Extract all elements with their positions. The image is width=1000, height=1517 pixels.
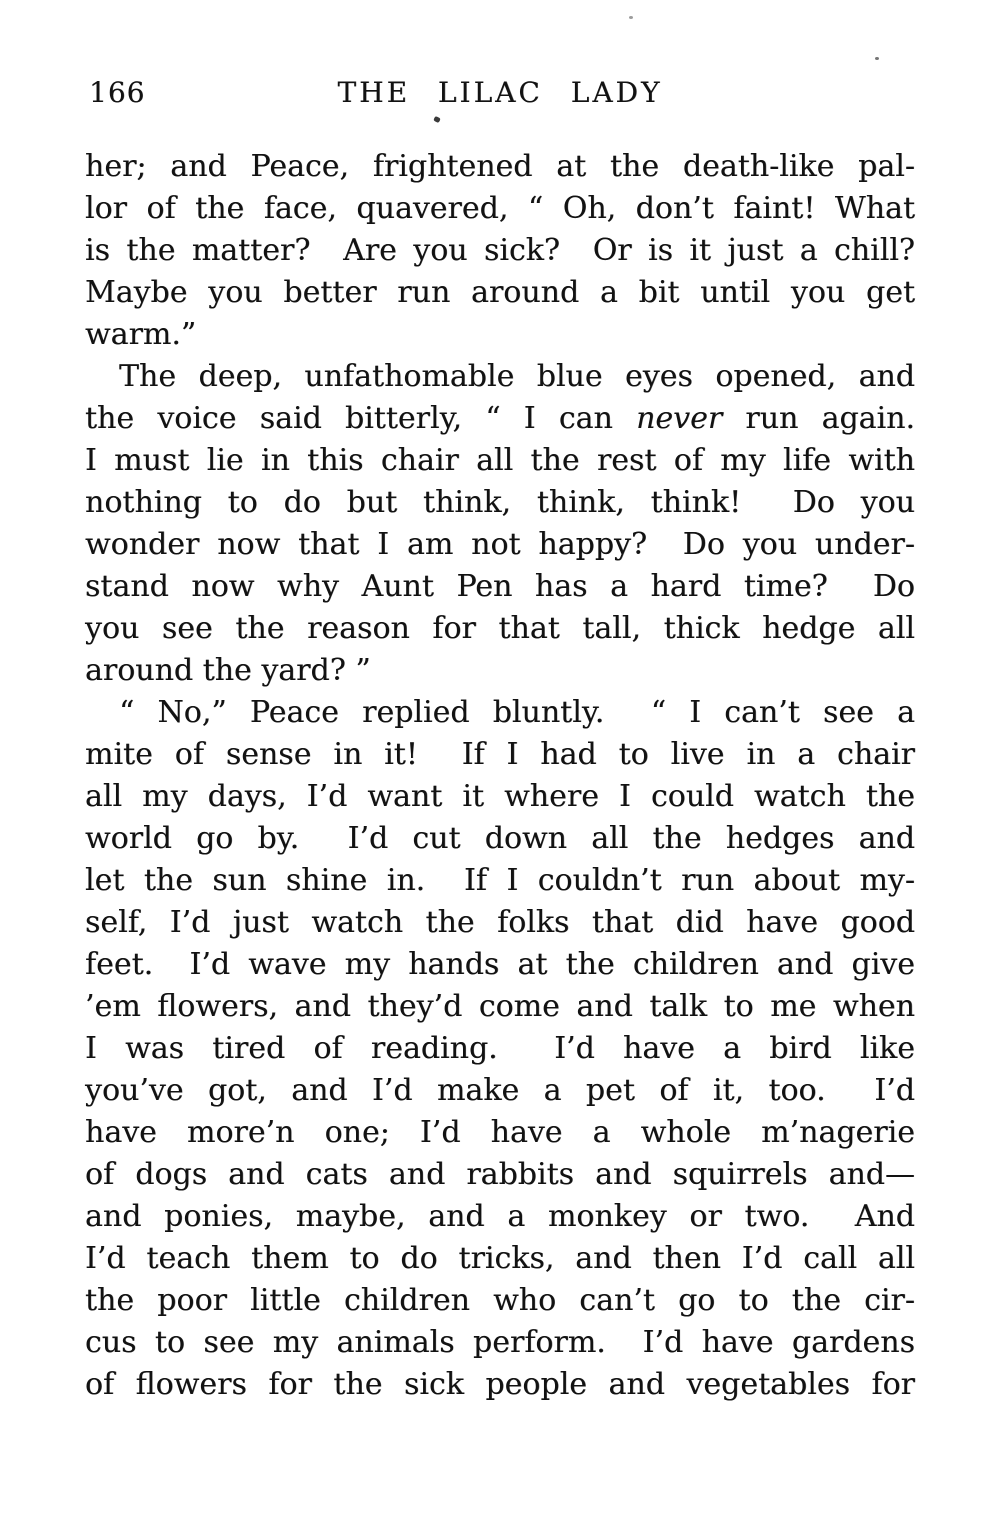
running-title: THE LILAC LADY	[337, 76, 663, 109]
text-line	[85, 524, 915, 566]
text-line	[85, 440, 915, 482]
text-line	[85, 734, 915, 776]
text-line	[85, 482, 915, 524]
text-line	[85, 1154, 915, 1196]
text-segment: I was tired of reading. I’d have a bird like	[85, 1031, 915, 1066]
text-line	[85, 944, 915, 986]
text-line	[85, 1196, 915, 1238]
text-segment: world go by. I’d cut down all the hedges and	[85, 821, 915, 856]
text-segment: I’d teach them to do tricks, and then I’d call all	[85, 1241, 915, 1276]
running-header	[85, 76, 915, 112]
text-segment: self, I’d just watch the folks that did have good	[85, 905, 915, 940]
text-segment: and ponies, maybe, and a monkey or two. And	[85, 1199, 915, 1234]
text-segment: run again.	[722, 401, 915, 436]
text-segment: let the sun shine in. If I couldn’t run about my-	[85, 863, 915, 898]
text-line	[85, 608, 915, 650]
text-line	[85, 272, 915, 314]
text-segment: is the matter? Are you sick? Or is it just a chill?	[85, 233, 915, 268]
text-line	[85, 1322, 915, 1364]
text-segment: nothing to do but think, think, think! Do you	[85, 485, 915, 520]
text-segment: stand now why Aunt Pen has a hard time? Do	[85, 569, 915, 604]
text-segment: lor of the face, quavered, “ Oh, don’t faint! What	[85, 191, 915, 226]
italic-text: never	[636, 401, 723, 436]
text-line	[85, 314, 915, 356]
text-line	[85, 1070, 915, 1112]
text-segment: have more’n one; I’d have a whole m’nagerie	[85, 1115, 915, 1150]
text-segment: warm.”	[85, 317, 197, 352]
scan-speck	[875, 57, 879, 60]
text-segment: all my days, I’d want it where I could watch the	[85, 779, 915, 814]
text-segment: the poor little children who can’t go to the cir-	[85, 1283, 915, 1318]
scan-speck	[433, 116, 441, 123]
text-segment: ’em flowers, and they’d come and talk to me when	[85, 989, 915, 1024]
text-line	[85, 818, 915, 860]
text-line	[85, 1280, 915, 1322]
text-segment: “ No,” Peace replied bluntly. “ I can’t see a	[119, 695, 915, 730]
text-segment: of flowers for the sick people and vegetables for	[85, 1367, 915, 1402]
text-segment: wonder now that I am not happy? Do you under-	[85, 527, 915, 562]
text-line	[85, 356, 915, 398]
text-segment: around the yard? ”	[85, 653, 371, 688]
text-line	[85, 986, 915, 1028]
text-line	[85, 1364, 915, 1406]
page-number: 166	[89, 76, 146, 109]
text-line	[85, 860, 915, 902]
text-line	[85, 398, 915, 440]
text-segment: mite of sense in it! If I had to live in a chair	[85, 737, 915, 772]
text-segment: I must lie in this chair all the rest of my life with	[85, 443, 915, 478]
text-segment: feet. I’d wave my hands at the children and give	[85, 947, 915, 982]
paragraph	[85, 146, 915, 356]
text-line	[85, 650, 915, 692]
text-line	[85, 146, 915, 188]
text-line	[85, 230, 915, 272]
text-line	[85, 902, 915, 944]
text-line	[85, 1112, 915, 1154]
text-segment: of dogs and cats and rabbits and squirrels and—	[85, 1157, 915, 1192]
paragraph	[85, 692, 915, 1406]
text-line	[85, 566, 915, 608]
text-segment: her; and Peace, frightened at the death-like pal-	[85, 149, 915, 184]
text-line	[85, 1028, 915, 1070]
text-segment: cus to see my animals perform. I’d have gardens	[85, 1325, 915, 1360]
text-segment: you’ve got, and I’d make a pet of it, too. I’d	[85, 1073, 915, 1108]
text-block	[85, 146, 915, 1406]
paragraph	[85, 356, 915, 692]
scan-speck	[629, 16, 633, 19]
text-line	[85, 188, 915, 230]
text-line	[85, 776, 915, 818]
text-segment: you see the reason for that tall, thick hedge all	[85, 611, 915, 646]
text-line	[85, 692, 915, 734]
text-segment: The deep, unfathomable blue eyes opened, and	[119, 359, 915, 394]
text-line	[85, 1238, 915, 1280]
text-segment: the voice said bitterly, “ I can	[85, 401, 637, 436]
text-segment: Maybe you better run around a bit until you get	[85, 275, 915, 310]
